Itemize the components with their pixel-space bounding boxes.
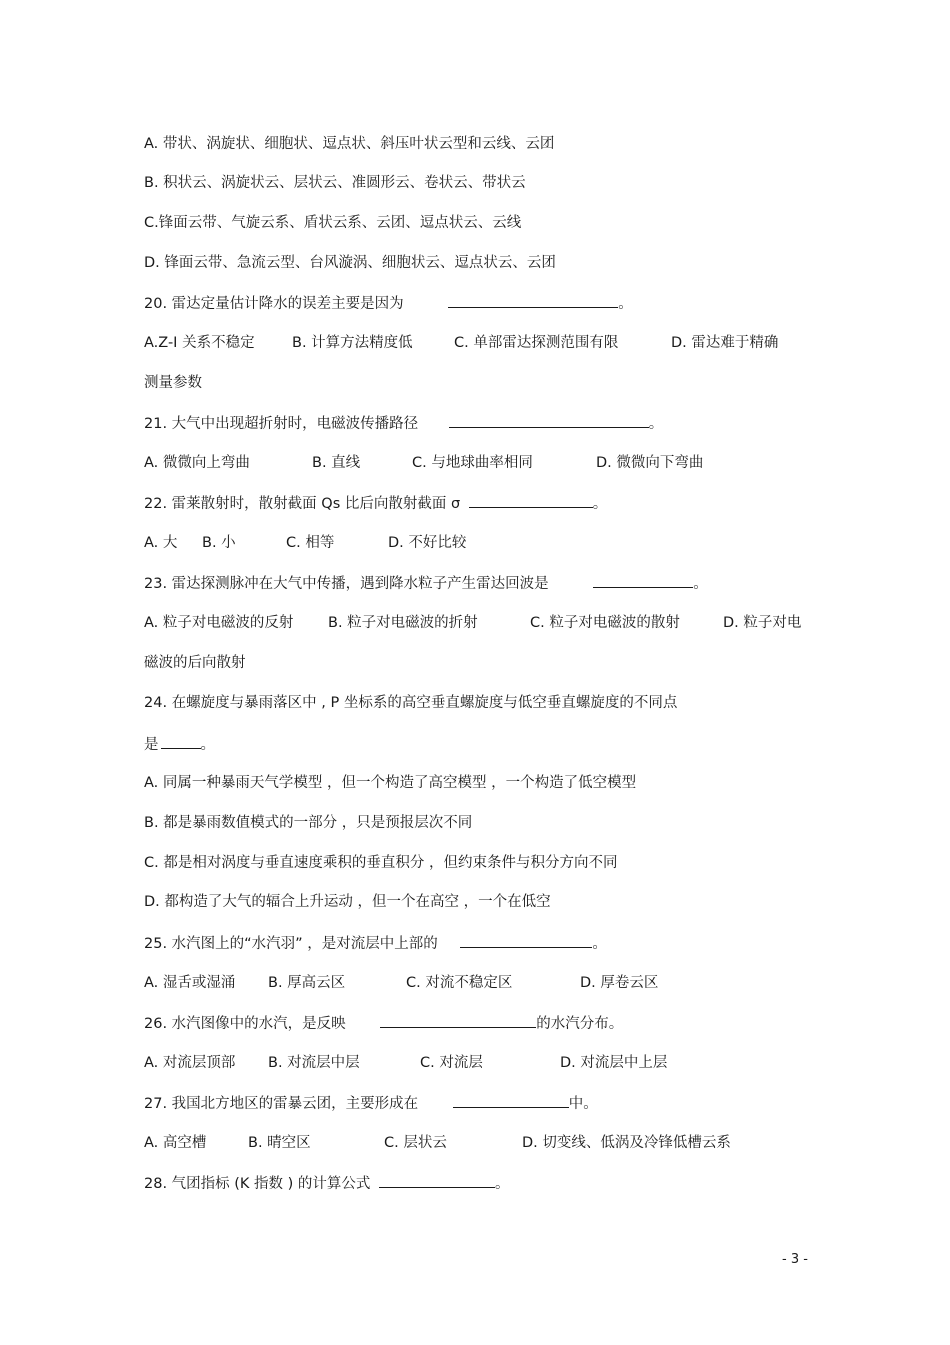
- question-20: [144, 293, 633, 313]
- question-25: [144, 933, 607, 953]
- option-c: C. 单部雷达探测范围有限: [454, 335, 619, 351]
- option-a: A. 微微向上弯曲: [144, 455, 250, 471]
- question-end: 的水汽分布。: [536, 1016, 624, 1032]
- options-22: [144, 533, 466, 553]
- answer-blank: [460, 933, 592, 948]
- question-end: 。: [648, 416, 664, 432]
- option-24c: C. 都是相对涡度与垂直速度乘积的垂直积分 ，但约束条件与积分方向不同: [144, 855, 618, 871]
- question-end: 。: [693, 576, 708, 592]
- answer-blank: [161, 734, 201, 749]
- question-24-cont: [144, 734, 215, 754]
- question-text: 27. 我国北方地区的雷暴云团，主要形成在: [144, 1096, 419, 1112]
- options-25: [144, 973, 658, 993]
- option-19c: C.锋面云带、气旋云系、盾状云系、云团、逗点状云、云线: [144, 215, 522, 231]
- option-b: B. 小: [202, 535, 236, 551]
- question-text: 25. 水汽图上的“水汽羽” ，是对流层中上部的: [144, 936, 438, 952]
- option-d: D. 雷达难于精确: [671, 335, 779, 351]
- options-27: [144, 1133, 731, 1153]
- option-c: C. 层状云: [384, 1135, 447, 1151]
- option-a: A.Z-I 关系不稳定: [144, 335, 255, 351]
- option-b: B. 厚高云区: [268, 975, 346, 991]
- question-27: [144, 1093, 598, 1113]
- answer-blank: [453, 1093, 569, 1108]
- question-text: 28. 气团指标 (K 指数 ) 的计算公式: [144, 1176, 371, 1192]
- options-21: [144, 453, 703, 473]
- question-end: 。: [618, 296, 633, 312]
- answer-blank: [448, 293, 618, 308]
- question-end: 中。: [568, 1096, 598, 1112]
- option-d: D. 微微向下弯曲: [596, 455, 704, 471]
- answer-blank: [379, 1173, 495, 1188]
- options-23: [144, 613, 801, 633]
- option-24b: B. 都是暴雨数值模式的一部分 ，只是预报层次不同: [144, 815, 473, 831]
- answer-blank: [593, 573, 693, 588]
- option-19d: D. 锋面云带、急流云型、台风漩涡、细胞状云、逗点状云、云团: [144, 255, 556, 271]
- option-19a: A. 带状、涡旋状、细胞状、逗点状、斜压叶状云型和云线、云团: [144, 136, 555, 152]
- question-text: 26. 水汽图像中的水汽，是反映: [144, 1016, 346, 1032]
- answer-blank: [380, 1013, 536, 1028]
- option-d: D. 对流层中上层: [560, 1055, 668, 1071]
- option-c: C. 与地球曲率相同: [412, 455, 533, 471]
- question-text: 23. 雷达探测脉冲在大气中传播，遇到降水粒子产生雷达回波是: [144, 576, 549, 592]
- option-b: B. 晴空区: [248, 1135, 311, 1151]
- option-d: D. 不好比较: [388, 535, 467, 551]
- option-c: C. 相等: [286, 535, 335, 551]
- question-text: 20. 雷达定量估计降水的误差主要是因为: [144, 296, 404, 312]
- option-19b: B. 积状云、涡旋状云、层状云、准圆形云、卷状云、带状云: [144, 175, 526, 191]
- option-d: D. 厚卷云区: [580, 975, 659, 991]
- question-end: 。: [495, 1176, 510, 1192]
- question-22: [144, 493, 607, 513]
- option-a: A. 大: [144, 535, 178, 551]
- question-21: [144, 413, 663, 433]
- option-24a: A. 同属一种暴雨天气学模型 ，但一个构造了高空模型 ，一个构造了低空模型: [144, 775, 637, 791]
- option-b: B. 直线: [312, 455, 361, 471]
- question-end: 。: [592, 496, 608, 512]
- option-c: C. 粒子对电磁波的散射: [530, 615, 680, 631]
- page-number: - 3 -: [782, 1252, 808, 1267]
- question-text: 22. 雷莱散射时，散射截面 Qs 比后向散射截面 σ: [144, 496, 461, 512]
- question-end: 。: [592, 936, 607, 952]
- options-26: [144, 1053, 667, 1073]
- option-b: B. 粒子对电磁波的折射: [328, 615, 478, 631]
- question-26: [144, 1013, 623, 1033]
- option-a: A. 湿舌或湿涌: [144, 975, 236, 991]
- option-c: C. 对流不稳定区: [406, 975, 513, 991]
- options-20-cont: 测量参数: [144, 375, 202, 391]
- answer-blank: [449, 413, 649, 428]
- option-b: B. 计算方法精度低: [292, 335, 413, 351]
- option-c: C. 对流层: [420, 1055, 483, 1071]
- options-23-cont: 磁波的后向散射: [144, 655, 246, 671]
- option-a: A. 粒子对电磁波的反射: [144, 615, 294, 631]
- option-d: D. 粒子对电: [723, 615, 802, 631]
- option-24d: D. 都构造了大气的辐合上升运动 ，但一个在高空 ，一个在低空: [144, 894, 551, 910]
- question-end: 。: [200, 737, 215, 753]
- option-a: A. 对流层顶部: [144, 1055, 236, 1071]
- answer-blank: [469, 493, 593, 508]
- question-text: 21. 大气中出现超折射时，电磁波传播路径: [144, 416, 419, 432]
- option-d: D. 切变线、低涡及冷锋低槽云系: [522, 1135, 731, 1151]
- question-24: 24. 在螺旋度与暴雨落区中 , P 坐标系的高空垂直螺旋度与低空垂直螺旋度的不同点: [144, 695, 678, 711]
- question-text: 是: [144, 737, 159, 753]
- question-28: [144, 1173, 510, 1193]
- options-20: [144, 333, 778, 353]
- question-23: [144, 573, 708, 593]
- option-b: B. 对流层中层: [268, 1055, 360, 1071]
- option-a: A. 高空槽: [144, 1135, 207, 1151]
